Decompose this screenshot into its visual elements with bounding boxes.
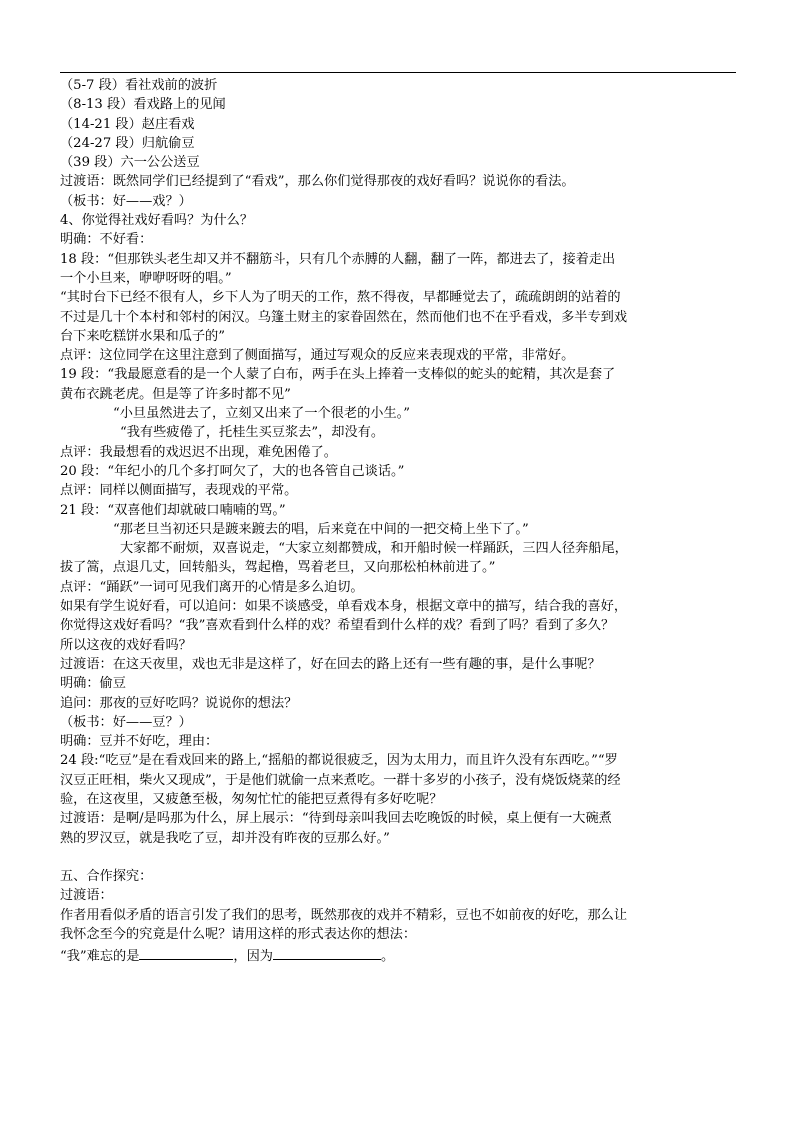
fill-in-sentence — [60, 944, 740, 963]
quote-text: 大家都不耐烦，双喜说走，“大家立刻都赞成，和开船时候一样踊跃，三四人径奔船尾， — [120, 541, 628, 557]
quote-text: “其时台下已经不很有人，乡下人为了明天的工作，熬不得夜，早都睡觉去了，疏疏朗朗的站着的 — [60, 290, 621, 306]
quote-text: 21 段：“双喜他们却就破口喃喃的骂。” — [60, 502, 286, 518]
transition-text: 熟的罗汉豆，就是我吃了豆，却并没有昨夜的豆那么好。” — [60, 830, 390, 846]
outline-item: （24-27 段）归航偷豆 — [60, 135, 195, 151]
transition-text: 过渡语：是啊/是吗那为什么，屏上展示：“待到母亲叫我回去吃晚饭的时候，桌上便有一大碗煮 — [60, 811, 612, 827]
outline-item: （8-13 段）看戏路上的见闻 — [60, 97, 226, 113]
fill-in-suffix: 。 — [380, 949, 395, 965]
transition-text: 过渡语：既然同学们已经提到了“看戏”，那么你们觉得那夜的戏好看吗？说说你的看法。 — [60, 174, 575, 190]
outline-item: （5-7 段）看社戏前的波折 — [60, 78, 218, 93]
quote-text: “那老旦当初还只是踱来踱去的唱，后来竟在中间的一把交椅上坐下了。” — [113, 521, 529, 537]
fill-in-blank-reason — [273, 944, 381, 960]
quote-text: 汉豆正旺相，柴火又现成”，于是他们就偷一点来煮吃。一群十多岁的小孩子，没有烧饭烧菜的经 — [60, 772, 621, 788]
quote-text: 18 段：“但那铁头老生却又并不翻筋斗，只有几个赤膊的人翻，翻了一阵，都进去了，接着走出 — [60, 251, 616, 267]
comment-text: 点评：我最想看的戏迟迟不出现，难免困倦了。 — [60, 444, 337, 460]
quote-text: “我有些疲倦了，托桂生买豆浆去”，却没有。 — [120, 425, 385, 441]
fill-in-prefix: “我”难忘的是 — [60, 949, 140, 965]
quote-text: 20 段：“年纪小的几个多打呵欠了，大的也各管自己谈话。” — [60, 463, 405, 479]
body-text: 你觉得这戏好看吗？“我”喜欢看到什么样的戏？希望看到什么样的戏？看到了吗？看到了多久？ — [60, 618, 615, 634]
comment-text: 点评：这位同学在这里注意到了侧面描写，通过写观众的反应来表现戏的平常，非常好。 — [60, 348, 575, 364]
question-heading: 4、你觉得社戏好看吗？为什么？ — [60, 213, 254, 229]
quote-text: 黄布衣跳老虎。但是等了许多时都不见” — [60, 386, 291, 402]
body-text: 如果有学生说好看，可以追问：如果不谈感受，单看戏本身，根据文章中的描写，结合我的喜好， — [60, 599, 628, 615]
board-note: （板书：好——豆？） — [60, 714, 192, 730]
comment-text: 点评：同样以侧面描写，表现戏的平常。 — [60, 483, 298, 499]
quote-text: 拔了篙，点退几丈，回转船头，驾起橹，骂着老旦，又向那松柏林前进了。” — [60, 560, 496, 576]
answer-text: 明确：豆并不好吃，理由： — [60, 734, 219, 750]
fill-in-middle: ，因为 — [233, 949, 273, 965]
body-text: 我怀念至今的究竟是什么呢？请用这样的形式表达你的想法： — [60, 927, 417, 943]
quote-text: 24 段:“吃豆”是在看戏回来的路上,“摇船的都说很疲乏，因为太用力，而且许久没有东西吃。”“罗 — [60, 753, 618, 769]
outline-item: （39 段）六一公公送豆 — [60, 155, 200, 171]
quote-text: 不过是几十个本村和邻村的闲汉。乌篷土财主的家眷固然在，然而他们也不在乎看戏，多半专到戏 — [60, 309, 628, 325]
quote-text: 台下来吃糕饼水果和瓜子的” — [60, 328, 225, 344]
quote-text: 验，在这夜里，又疲惫至极，匆匆忙忙的能把豆煮得有多好吃呢？ — [60, 791, 443, 807]
outline-item: （14-21 段）赵庄看戏 — [60, 116, 195, 132]
fill-in-blank-memory — [139, 944, 233, 960]
body-text: 作者用看似矛盾的语言引发了我们的思考，既然那夜的戏并不精彩，豆也不如前夜的好吃，那么让 — [60, 907, 628, 923]
quote-text: “小旦虽然进去了，立刻又出来了一个很老的小生。” — [113, 406, 411, 422]
blank-line — [60, 848, 740, 867]
quote-text: 19 段：“我最愿意看的是一个人蒙了白布，两手在头上捧着一支棒似的蛇头的蛇精，其次是套了 — [60, 367, 616, 383]
section-heading: 五、合作探究： — [60, 869, 153, 885]
answer-text: 明确：不好看： — [60, 232, 153, 248]
quote-text: 一个小旦来，咿咿呀呀的唱。” — [60, 270, 232, 286]
transition-text: 过渡语：在这天夜里，戏也无非是这样了，好在回去的路上还有一些有趣的事，是什么事呢？ — [60, 656, 601, 672]
document-body — [60, 76, 740, 964]
body-text: 所以这夜的戏好看吗？ — [60, 637, 192, 653]
follow-up-question: 追问：那夜的豆好吃吗？说说你的想法？ — [60, 695, 298, 711]
answer-text: 明确：偷豆 — [60, 676, 126, 692]
comment-text: 点评：“踊跃”一词可见我们离开的心情是多么迫切。 — [60, 579, 364, 595]
board-note: （板书：好——戏？） — [60, 193, 192, 209]
header-rule — [60, 72, 736, 73]
transition-label: 过渡语： — [60, 888, 113, 904]
